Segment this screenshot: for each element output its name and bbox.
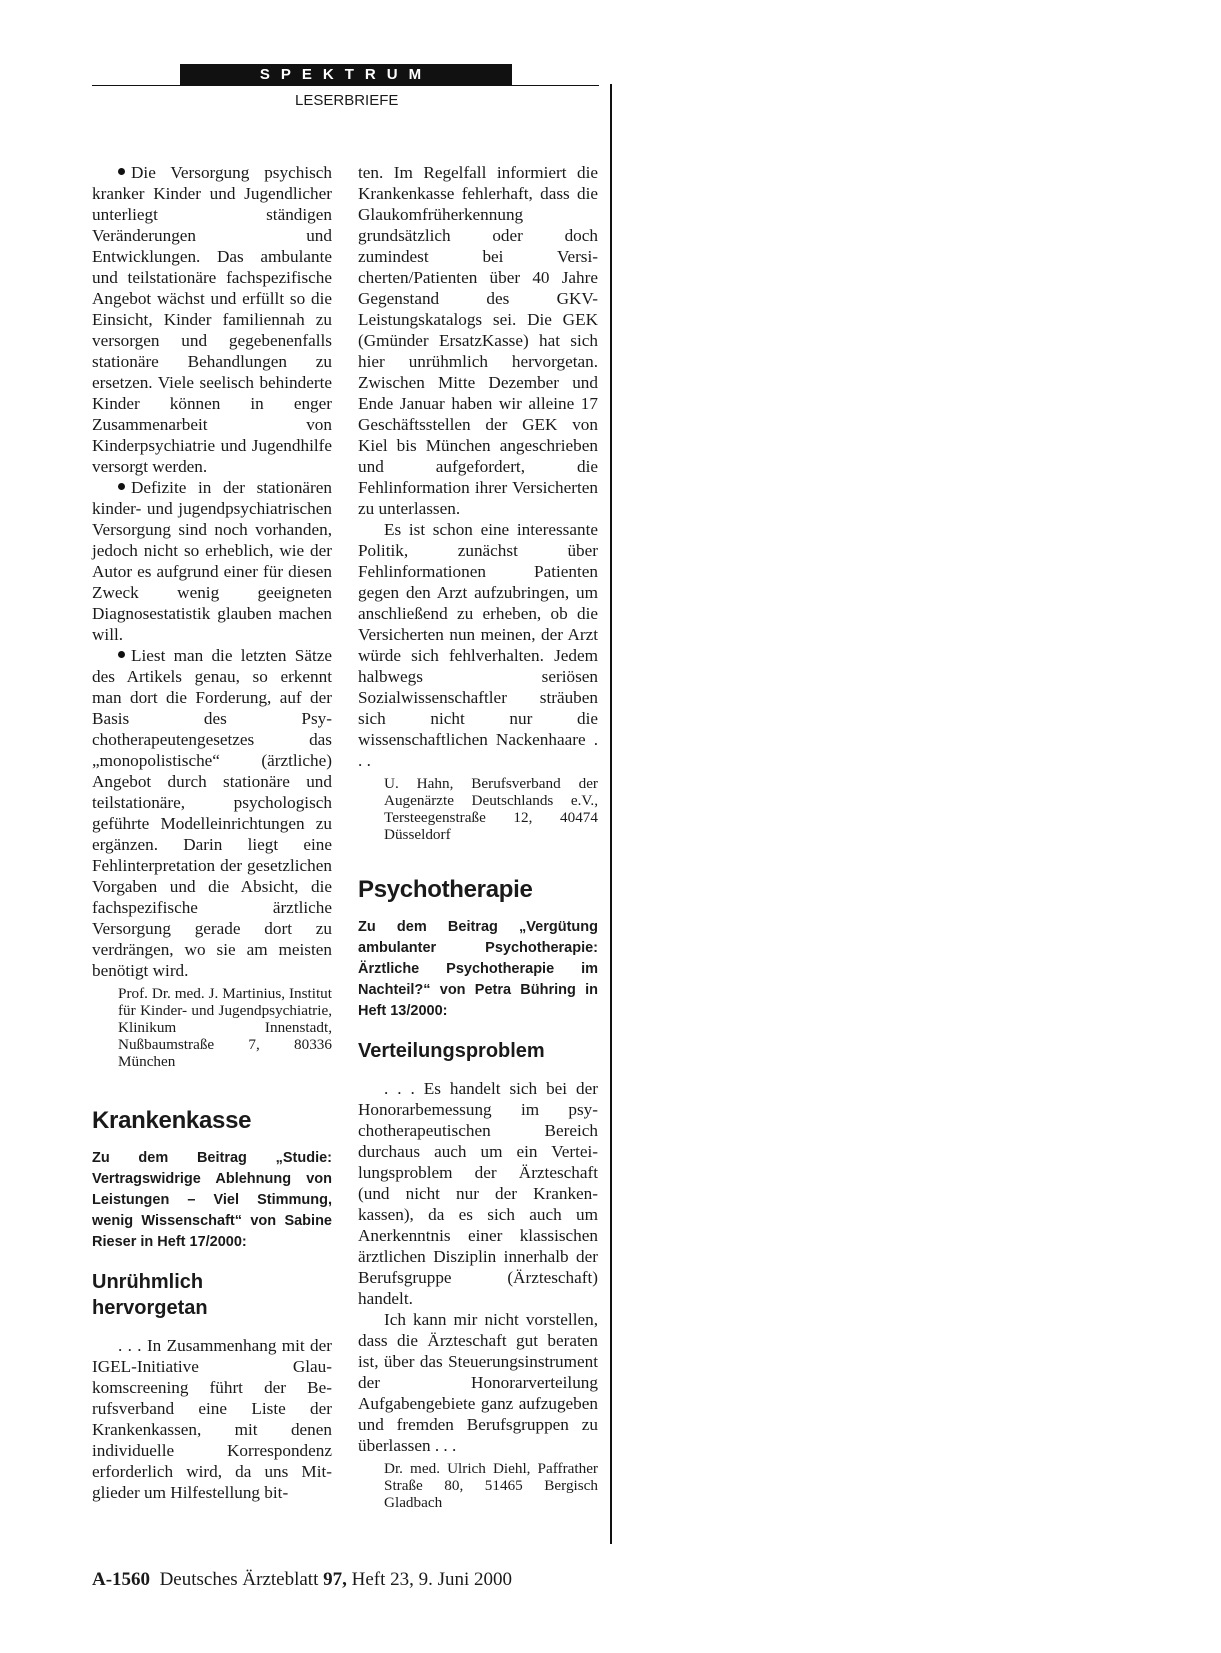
issue-info: Heft 23, 9. Juni 2000 [351, 1569, 513, 1590]
right-column [358, 162, 598, 1511]
bullet-icon [118, 168, 125, 175]
page-footer [92, 1569, 512, 1591]
bullet-icon [118, 651, 125, 658]
letter-paragraph: Es ist schon eine interessante Politik, zunächst über Fehlinformationen Patienten gegen den Arzt aufzubringen, um anschließend zu erheben, ob die Versicherten nun meinen, der Arzt würde sich fehlverhalten. Jedem halbwegs seriösen Sozialwissenschaftler sträuben sich nicht nur die wissenschaftlichen Nackenhaare . . . [358, 520, 598, 770]
topic-heading: Psychotherapie [358, 876, 533, 903]
topic-heading: Krankenkasse [92, 1107, 252, 1134]
bullet-text: Die Versorgung psychisch kranker Kinder und Jugendlicher unterliegt ständigen Veränderungen und Entwicklungen. Das ambulante und teilstationäre fachspezifische Angebot wächst und erfüllt so die Einsicht, Kinder familiennah zu versorgen und gegebenenfalls stationäre Behandlungen zu ersetzen. Viele seelisch behinderte Kinder können in enger Zusammenarbeit von Kinderpsychiatrie und Jugendhilfe versorgt werden. [92, 163, 332, 476]
letter-paragraph: . . . In Zusammenhang mit der IGEL-Initiative Glaukomscreening führt der Berufsverband eine Liste der Krankenkassen, mit denen individuelle Korrespondenz erforderlich wird, da uns Mitglieder um Hilfestellung bit- [92, 1336, 332, 1502]
bullet-paragraph [92, 477, 332, 645]
header-rule [92, 85, 599, 86]
letter-title: Unrühmlich hervorgetan [92, 1271, 208, 1319]
bullet-text: Liest man die letzten Sätze des Artikels genau, so erkennt man dort die Forderung, auf der Basis des Psychotherapeutengesetzes das „monopolistische“ (ärztliche) Angebot durch stationäre und teilstationäre, psychologisch geführte Modelleinrichtungen zu ergänzen. Darin liegt eine Fehlinterpretation der gesetzlichen Vorgaben und die Absicht, die fachspezifische ärztliche Versorgung gerade dort zu verdrängen, wo sie am meisten benötigt wird. [92, 646, 332, 980]
bullet-text: Defizite in der stationären kinder- und jugendpsychiatrischen Versorgung sind noch vorhanden, jedoch nicht so erheblich, wie der Autor es aufgrund einer für diesen Zweck wenig geeigneten Diagnosestatistik glauben machen will. [92, 478, 332, 644]
page-number: A-1560 [92, 1569, 151, 1590]
section-bar: SPEKTRUM [180, 64, 512, 86]
letter-signature: Dr. med. Ulrich Diehl, Paffrather Straße 80, 51465 Bergisch Gladbach [384, 1460, 598, 1511]
letter-paragraph: . . . Es handelt sich bei der Honorarbemessung im psychotherapeutischen Bereich durchaus auch um ein Verteilungsproblem der Ärzteschaft (und nicht nur der Krankenkassen), da es sich auch um Anerkenntnis einer klassischen ärztlichen Disziplin innerhalb der Berufsgruppe (Ärzteschaft) handelt. [358, 1079, 598, 1308]
letter-paragraph: ten. Im Regelfall informiert die Krankenkasse fehlerhaft, dass die Glaukomfrüherkennung grundsätzlich oder doch zumindest bei Versicherten/Patienten über 40 Jahre Gegenstand des GKV-Leistungskatalogs sei. Die GEK (Gmünder ErsatzKasse) hat sich hier unrühmlich hervorgetan. Zwischen Mitte Dezember und Ende Januar haben wir alleine 17 Geschäftsstellen der GEK von Kiel bis München angeschrieben und aufgefordert, die Fehlinformation ihrer Versicherten zu unterlassen. [358, 163, 598, 518]
bullet-paragraph [92, 162, 332, 477]
article-reference: Zu dem Beitrag „Studie: Vertragswidrige Ablehnung von Leistungen – Viel Stimmung, wenig Wissenschaft“ von Sabine Rieser in Heft 17/2000: [92, 1150, 332, 1250]
journal-name: Deutsches Ärzteblatt [159, 1569, 319, 1590]
left-column [92, 162, 332, 1503]
subsection-label: LESERBRIEFE [295, 92, 399, 109]
column-rule [610, 84, 612, 1544]
letter-signature: U. Hahn, Berufsverband der Augenärzte Deutschlands e.V., Tersteegenstraße 12, 40474 Düsseldorf [384, 775, 598, 843]
bullet-paragraph [92, 645, 332, 981]
bullet-icon [118, 483, 125, 490]
letter-signature: Prof. Dr. med. J. Martinius, Institut für Kinder- und Jugendpsychiatrie, Klinikum Innenstadt, Nußbaumstraße 7, 80336 München [118, 985, 332, 1070]
letter-paragraph: Ich kann mir nicht vorstellen, dass die Ärzteschaft gut beraten ist, über das Steuerungsinstrument der Honorarverteilung Aufgabengebiete ganz aufzugeben und fremden Berufsgruppen zu überlassen . . . [358, 1310, 598, 1455]
letter-title: Verteilungsproblem [358, 1040, 545, 1062]
volume-number: 97, [323, 1569, 347, 1590]
article-reference: Zu dem Beitrag „Vergütung ambulanter Psychotherapie: Ärztliche Psychotherapie im Nachteil?“ von Petra Bühring in Heft 13/2000: [358, 919, 598, 1019]
